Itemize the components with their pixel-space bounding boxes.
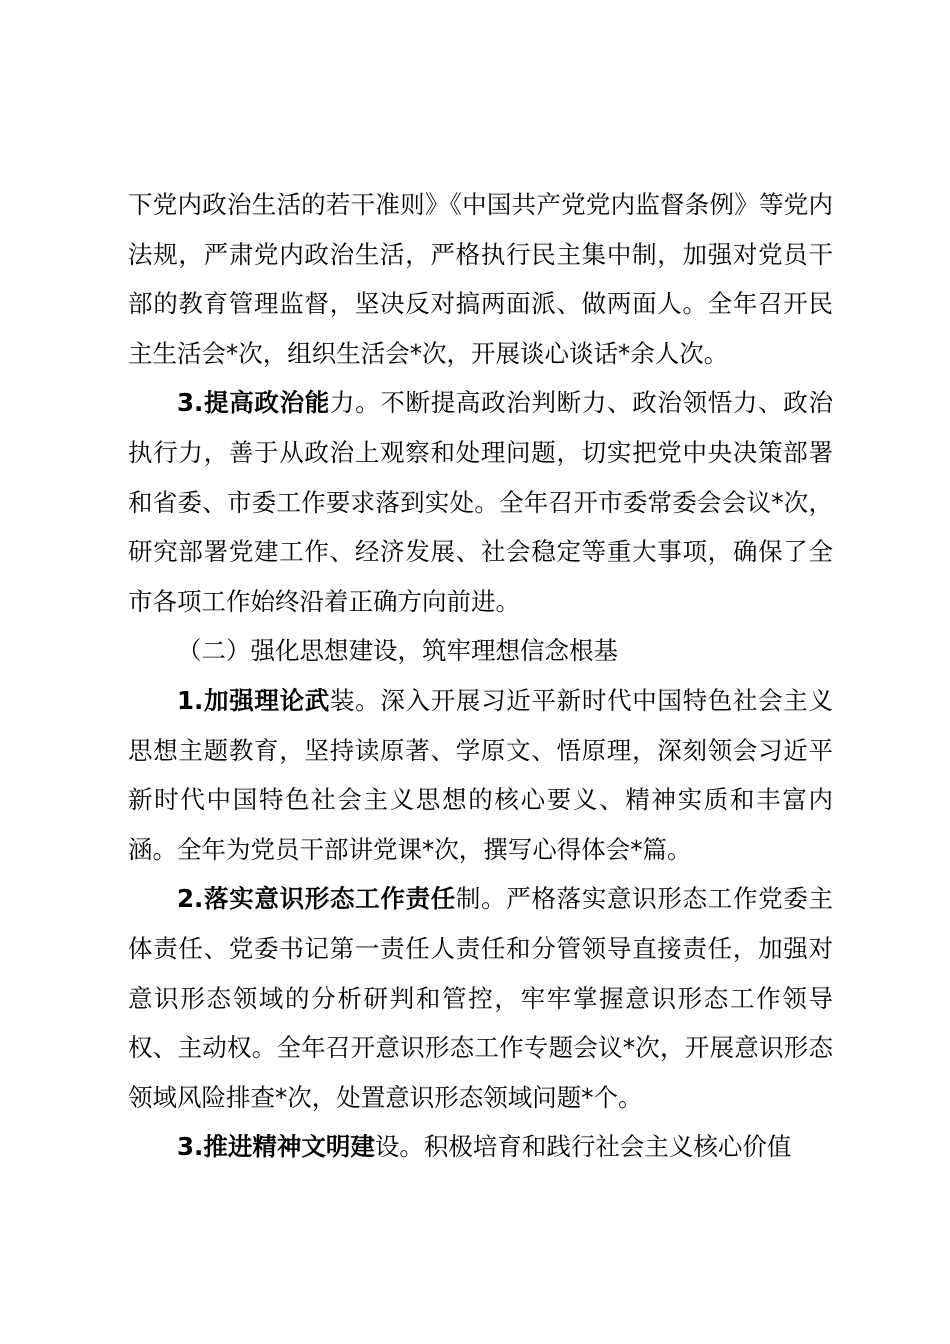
paragraph-heading: 3.提高政治能 [177, 388, 330, 418]
paragraph-ideology-responsibility [128, 874, 833, 1122]
paragraph-theory-study [128, 676, 833, 874]
paragraph-text: 力。不断提高政治判断力、政治领悟力、政治执行力，善于从政治上观察和处理问题，切实把党中央决策部署和省委、市委工作要求落到实处。全年召开市委常委会会议*次，研究部署党建工作、经济发展、社会稳定等重大事项，确保了全市各项工作始终沿着正确方向前进。 [128, 388, 833, 616]
paragraph-text: 下党内政治生活的若干准则》《中国共产党党内监督条例》等党内法规，严肃党内政治生活，严格执行民主集中制，加强对党员干部的教育管理监督，坚决反对搞两面派、做两面人。全年召开民主生活会*次，组织生活会*次，开展谈心谈话*余人次。 [128, 190, 833, 368]
paragraph-heading: 2.落实意识形态工作责任 [177, 884, 456, 914]
paragraph-party-rules [128, 180, 833, 378]
paragraph-text: 装。深入开展习近平新时代中国特色社会主义思想主题教育，坚持读原著、学原文、悟原理，深刻领会习近平新时代中国特色社会主义思想的核心要义、精神实质和丰富内涵。全年为党员干部讲党课*次，撰写心得体会*篇。 [128, 685, 833, 864]
paragraph-heading: 3.推进精神文明建 [177, 1132, 375, 1162]
section-heading-ideology [128, 626, 833, 676]
paragraph-text: 制。严格落实意识形态工作党委主体责任、党委书记第一责任人责任和分管领导直接责任，加强对意识形态领域的分析研判和管控，牢牢掌握意识形态工作领导权、主动权。全年召开意识形态工作专题会议*次，开展意识形态领域风险排查*次，处置意识形态领域问题*个。 [128, 884, 834, 1112]
paragraph-political-ability [128, 378, 833, 626]
paragraph-text: 设。积极培育和践行社会主义核心价值 [374, 1132, 792, 1162]
paragraph-spiritual-civilization [128, 1122, 833, 1172]
section-heading-text: （二）强化思想建设，筑牢理想信念根基 [177, 636, 618, 666]
document-page [128, 180, 833, 1172]
paragraph-heading: 1.加强理论武 [177, 685, 330, 715]
